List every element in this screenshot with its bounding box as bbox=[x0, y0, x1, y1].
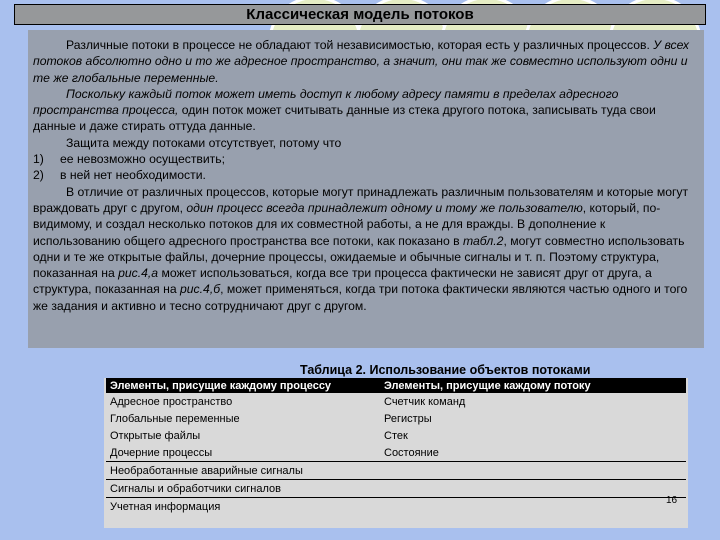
table-cell: Сигналы и обработчики сигналов bbox=[106, 480, 380, 498]
table-cell: Открытые файлы bbox=[110, 429, 201, 442]
slide-body-text bbox=[33, 37, 693, 314]
table-caption: Таблица 2. Использование объектов потоками bbox=[300, 363, 591, 377]
table-row bbox=[106, 462, 686, 480]
table-cell bbox=[380, 480, 686, 498]
objects-table bbox=[104, 378, 688, 528]
table-cell: Учетная информация bbox=[106, 498, 380, 516]
table-cell: Адресное пространство bbox=[110, 395, 233, 408]
table-row bbox=[106, 444, 686, 462]
slide-title: Классическая модель потоков bbox=[14, 4, 706, 25]
table-cell: Стек bbox=[384, 429, 408, 442]
table-row bbox=[106, 480, 686, 498]
paragraph-1: Различные потоки в процессе не обладают той независимостью, которая есть у различных процессов. У всех потоков абсолютно одно и то же адресное пространство, а значит, они так же совместно используют одни и те же глобальные переменные. bbox=[33, 38, 689, 85]
table-cell bbox=[380, 498, 686, 516]
table-row bbox=[106, 410, 686, 427]
table-header-row bbox=[106, 378, 686, 393]
paragraph-2: Поскольку каждый поток может иметь доступ к любому адресу памяти в пределах адресного пространства процесса, один поток может считывать данные из стека другого потока, записывать туда свои данные и даже стирать оттуда данные. bbox=[33, 86, 656, 134]
paragraph-3: Защита между потоками отсутствует, потому что bbox=[66, 135, 342, 150]
table-cell: Состояние bbox=[384, 446, 439, 459]
paragraph-4: В отличие от различных процессов, которые могут принадлежать различным пользователям и которые могут враждовать друг с другом, один процесс всегда принадлежит одному и тому же пользователю, который, по-видимому, и создал несколько потоков для их совместной работы, а не для вражды. В дополнение к использованию общего адресного пространства все потоки, как показано в табл.2, могут совместно использовать одни и те же открытые файлы, дочерние процессы, ожидаемые и обычные сигналы и т. п. Поэтому структура, показанная на рис.4,а может использоваться, когда все три процесса фактически не зависят друг от друга, а структура, показанная на рис.4,б, может применяться, когда три потока фактически являются частью одного и того же задания и активно и тесно сотрудничают друг с другом. bbox=[33, 184, 689, 313]
table-row bbox=[106, 498, 686, 516]
page-number: 16 bbox=[666, 495, 678, 506]
table-cell bbox=[380, 462, 686, 480]
table bbox=[106, 378, 686, 515]
table-cell: Необработанные аварийные сигналы bbox=[106, 462, 380, 480]
table-cell: Глобальные переменные bbox=[110, 412, 240, 425]
table-cell: Счетчик команд bbox=[384, 395, 466, 408]
table-header-cell: Элементы, присущие каждому потоку bbox=[380, 378, 686, 393]
table-row bbox=[106, 427, 686, 444]
table-cell: Дочерние процессы bbox=[110, 446, 213, 459]
table-row bbox=[106, 393, 686, 410]
list-item: 1) ее невозможно осуществить; bbox=[33, 152, 225, 167]
list-item: 2) в ней нет необходимости. bbox=[33, 168, 206, 183]
table-cell: Регистры bbox=[384, 412, 432, 425]
table-header-cell: Элементы, присущие каждому процессу bbox=[106, 378, 380, 393]
